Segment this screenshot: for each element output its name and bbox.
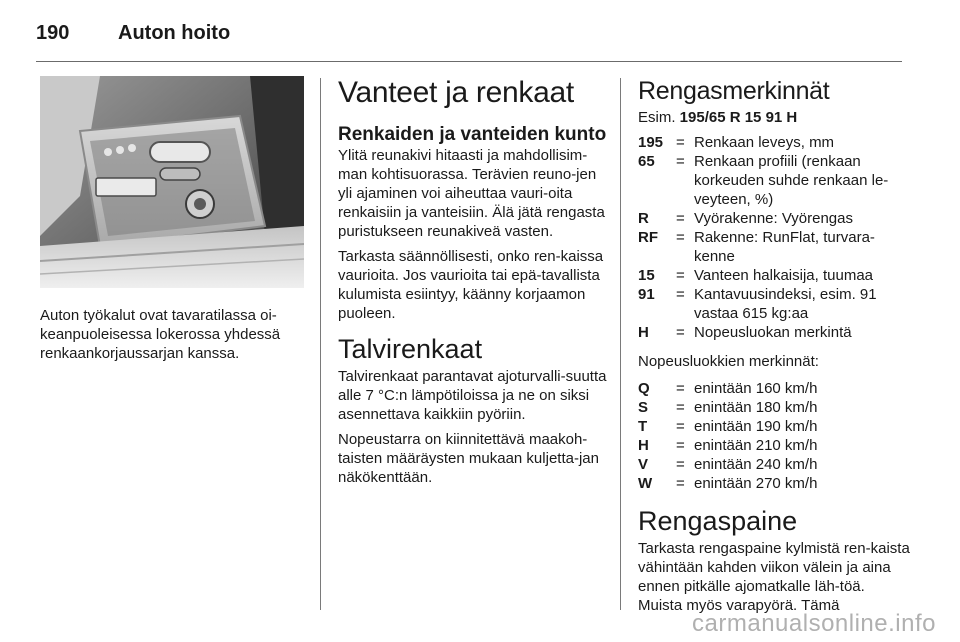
paragraph-inspect: Tarkasta säännöllisesti, onko ren-kaissa vaurioita. Jos vaurioita tai epä-tavallista kulumista esiintyy, käänny korjaamon puoleen.: [338, 248, 604, 322]
list-item: T = enintään 190 km/h: [638, 418, 818, 435]
column-divider-right: [620, 78, 621, 610]
list-item: V = enintään 240 km/h: [638, 456, 818, 473]
paragraph-curb: Ylitä reunakivi hitaasti ja mahdollisim-man kohtisuorassa. Terävien reuno-jen yli ajaminen voi aiheuttaa vauri-oita renkaisiin ja vanteisiin. Älä jätä rengasta puristukseen reunakiveä vasten.: [338, 147, 605, 240]
list-item: RF = Rakenne: RunFlat, turvara-kenne: [638, 229, 875, 265]
list-item: H = Nopeusluokan merkintä: [638, 324, 852, 341]
speed-classes-list: [638, 379, 910, 493]
page-number: 190: [36, 21, 70, 44]
section-heading-wheels-tyres: Vanteet ja renkaat: [338, 76, 574, 109]
photo-caption: Auton työkalut ovat tavaratilassa oi-keanpuoleisessa lokerossa yhdessä renkaankorjaussarjan kanssa.: [40, 307, 281, 362]
subheading-condition: Renkaiden ja vanteiden kunto: [338, 124, 607, 145]
page-header: [36, 18, 230, 48]
list-item: R = Vyörakenne: Vyörengas: [638, 210, 853, 227]
photo-illustration: [40, 76, 304, 288]
example-label: Esim.: [638, 109, 676, 126]
site-watermark: carmanualsonline.info: [692, 610, 936, 637]
column-right: [638, 76, 910, 621]
markings-list: [638, 133, 910, 342]
paragraph-pressure: Tarkasta rengaspaine kylmistä ren-kaista vähintään kahden viikon välein ja aina ennen pitkälle ajomatkalle läh-töä. Muista myös varapyörä. Tämä: [638, 540, 910, 614]
example-code: 195/65 R 15 91 H: [679, 109, 798, 126]
paragraph-winter: Talvirenkaat parantavat ajoturvalli-suutta alle 7 °C:n lämpötiloissa ja ne on siksi asennettava kaikkiin pyöriin.: [338, 368, 607, 423]
list-item: 65 = Renkaan profiili (renkaan korkeuden suhde renkaan le-veyteen, %): [638, 153, 889, 208]
header-divider: [36, 61, 902, 62]
list-item: 195 = Renkaan leveys, mm: [638, 134, 835, 151]
list-item: H = enintään 210 km/h: [638, 437, 818, 454]
list-item: S = enintään 180 km/h: [638, 399, 818, 416]
trunk-toolkit-photo: [40, 76, 304, 288]
list-item: 91 = Kantavuusindeksi, esim. 91 vastaa 615 kg:aa: [638, 286, 877, 322]
section-heading-tyre-markings: Rengasmerkinnät: [638, 77, 830, 105]
paragraph-speed-sticker: Nopeustarra on kiinnitettävä maakoh-taisten määräysten mukaan kuljetta-jan näkökenttään.: [338, 431, 599, 486]
column-divider-left: [320, 78, 321, 610]
column-left: [40, 76, 304, 363]
subheading-winter-tyres: Talvirenkaat: [338, 334, 483, 364]
list-item: Q = enintään 160 km/h: [638, 380, 818, 397]
list-item: 15 = Vanteen halkaisija, tuumaa: [638, 267, 874, 284]
speed-classes-intro: Nopeusluokkien merkinnät:: [638, 353, 819, 370]
column-middle: [338, 76, 608, 493]
subheading-tyre-pressure: Rengaspaine: [638, 506, 798, 536]
example-line: [638, 108, 910, 127]
list-item: W = enintään 270 km/h: [638, 475, 818, 492]
section-title: Auton hoito: [118, 21, 231, 44]
